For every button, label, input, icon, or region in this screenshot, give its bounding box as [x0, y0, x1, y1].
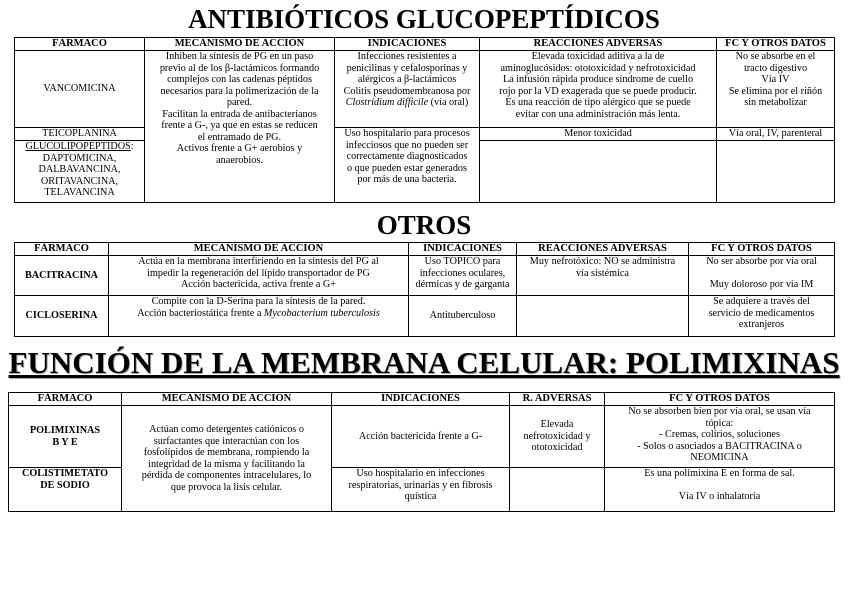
header-farmaco: FÁRMACO — [9, 393, 122, 406]
indicaciones-polimixinas: Acción bactericida frente a G- — [332, 406, 510, 468]
reacciones-vancomicina: Elevada toxicidad aditiva a la de aminoglucósidos: ototoxicidad y nefrotoxicidad La infusión rápida produce síndrome de cuello rojo por la VD exagerada que se puede producir. Es una reacción de tipo alérgico que se puede evitar con una administración más lenta. — [480, 51, 717, 128]
header-reacciones: REACCIONES ADVERSAS — [480, 38, 717, 51]
farmaco-glucolipopeptidos: GLUCOLIPOPÉPTIDOS: DAPTOMICINA, DALBAVANCINA, ORITAVANCINA, TELAVANCINA — [15, 141, 145, 203]
header-fc: FC Y OTROS DATOS — [717, 38, 835, 51]
header-indicaciones: INDICACIONES — [409, 243, 517, 256]
table-glucopeptidos — [14, 37, 835, 203]
header-reacciones: REACCIONES ADVERSAS — [517, 243, 689, 256]
fc-cicloserina: Se adquiere a través del servicio de medicamentos extranjeros — [689, 296, 835, 337]
title-polimixinas: FUNCIÓN DE LA MEMBRANA CELULAR: POLIMIXINAS — [8, 345, 840, 380]
fc-colistimetato: Es una polimixina E en forma de sal. Vía IV o inhalatoria — [605, 468, 835, 512]
header-farmaco: FÁRMACO — [15, 38, 145, 51]
mecanismo-glucopeptidos: Inhiben la síntesis de PG en un paso previo al de los β-lactámicos formando complejos con las cadenas péptidos necesarios para la polimerización de la pared. Facilitan la entrada de antibacterianos frente a G-, ya que en estas se reducen el entramado de PG. Activos frente a G+ aerobios y anaerobios. — [145, 51, 335, 203]
farmaco-cicloserina: CICLOSERINA — [15, 296, 109, 337]
indicaciones-colistimetato: Uso hospitalario en infecciones respiratorias, urinarias y en fibrosis quística — [332, 468, 510, 512]
title-otros: OTROS — [376, 210, 472, 240]
header-row — [15, 38, 835, 51]
farmaco-vancomicina: VANCOMICINA — [15, 51, 145, 128]
header-mecanismo: MECANISMO DE ACCIÓN — [145, 38, 335, 51]
fc-teicoplanina: Vía oral, IV, parenteral — [717, 128, 835, 141]
reacciones-colistimetato — [510, 468, 605, 512]
header-fc: FC Y OTROS DATOS — [605, 393, 835, 406]
header-row — [15, 243, 835, 256]
header-row — [9, 393, 835, 406]
fc-glucolipopeptidos — [717, 141, 835, 203]
indicaciones-vancomicina: Infecciones resistentes a penicilinas y cefalosporinas y alérgicos a β-lactámicos Colitis pseudomembranosa por Clostridium difficile (vía oral) — [335, 51, 480, 128]
reacciones-polimixinas: Elevada nefrotoxicidad y ototoxicidad — [510, 406, 605, 468]
reacciones-cicloserina — [517, 296, 689, 337]
header-mecanismo: MECANISMO DE ACCIÓN — [122, 393, 332, 406]
reacciones-bacitracina: Muy nefrotóxico: NO se administra vía sistémica — [517, 256, 689, 296]
mecanismo-bacitracina: Actúa en la membrana interfiriendo en la síntesis del PG al impedir la regeneración del lípido transportador de PG Acción bactericida, activa frente a G+ — [109, 256, 409, 296]
header-r-adversas: R. ADVERSAS — [510, 393, 605, 406]
row-polimixinas — [9, 406, 835, 468]
title-glucopeptidos: ANTIBIÓTICOS GLUCOPEPTÍDICOS — [188, 4, 660, 34]
table-polimixinas — [8, 392, 835, 512]
header-fc: FC Y OTROS DATOS — [689, 243, 835, 256]
farmaco-bacitracina: BACITRACINA — [15, 256, 109, 296]
glucolipopeptidos-label: GLUCOLIPOPÉPTIDOS — [25, 141, 131, 152]
reacciones-teicoplanina: Menor toxicidad — [480, 128, 717, 141]
indicaciones-teicoplanina: Uso hospitalario para procesos infecciosos que no pueden ser correctamente diagnosticados o que pueden estar generados por más de una bacteria. — [335, 128, 480, 203]
fc-vancomicina: No se absorbe en el tracto digestivo Vía IV Se elimina por el riñón sin metabolizar — [717, 51, 835, 128]
indicaciones-cicloserina: Antituberculoso — [409, 296, 517, 337]
fc-bacitracina: No ser absorbe por vía oral Muy doloroso por vía IM — [689, 256, 835, 296]
mecanismo-polimixinas: Actúan como detergentes catiónicos o surfactantes que interactúan con los fosfolípidos de membrana, rompiendo la integridad de la misma y facilitando la pérdida de componentes intracelulares, lo que provoca la lisis celular. — [122, 406, 332, 512]
farmaco-colistimetato: COLISTIMETATO DE SODIO — [9, 468, 122, 512]
row-bacitracina — [15, 256, 835, 296]
header-farmaco: FÁRMACO — [15, 243, 109, 256]
row-cicloserina — [15, 296, 835, 337]
reacciones-glucolipopeptidos — [480, 141, 717, 203]
fc-polimixinas: No se absorben bien por vía oral, se usan vía tópica: - Cremas, colirios, soluciones - Solos o asociados a BACITRACINA o NEOMICINA — [605, 406, 835, 468]
indicaciones-bacitracina: Uso TÓPICO para infecciones oculares, dérmicas y de garganta — [409, 256, 517, 296]
header-indicaciones: INDICACIONES — [335, 38, 480, 51]
mecanismo-cicloserina: Compite con la D-Serina para la síntesis de la pared. Acción bacteriostática frente a Mycobacterium tuberculosis — [109, 296, 409, 337]
header-mecanismo: MECANISMO DE ACCIÓN — [109, 243, 409, 256]
row-vancomicina — [15, 51, 835, 128]
table-otros — [14, 242, 835, 337]
organismo-mycobacterium: Mycobacterium tuberculosis — [263, 307, 380, 319]
header-indicaciones: INDICACIONES — [332, 393, 510, 406]
farmaco-teicoplanina: TEICOPLANINA — [15, 128, 145, 141]
organismo-clostridium: Clostridium difficile — [345, 97, 429, 108]
row-teicoplanina — [15, 128, 835, 141]
farmaco-polimixinas: POLIMIXINAS B Y E — [9, 406, 122, 468]
